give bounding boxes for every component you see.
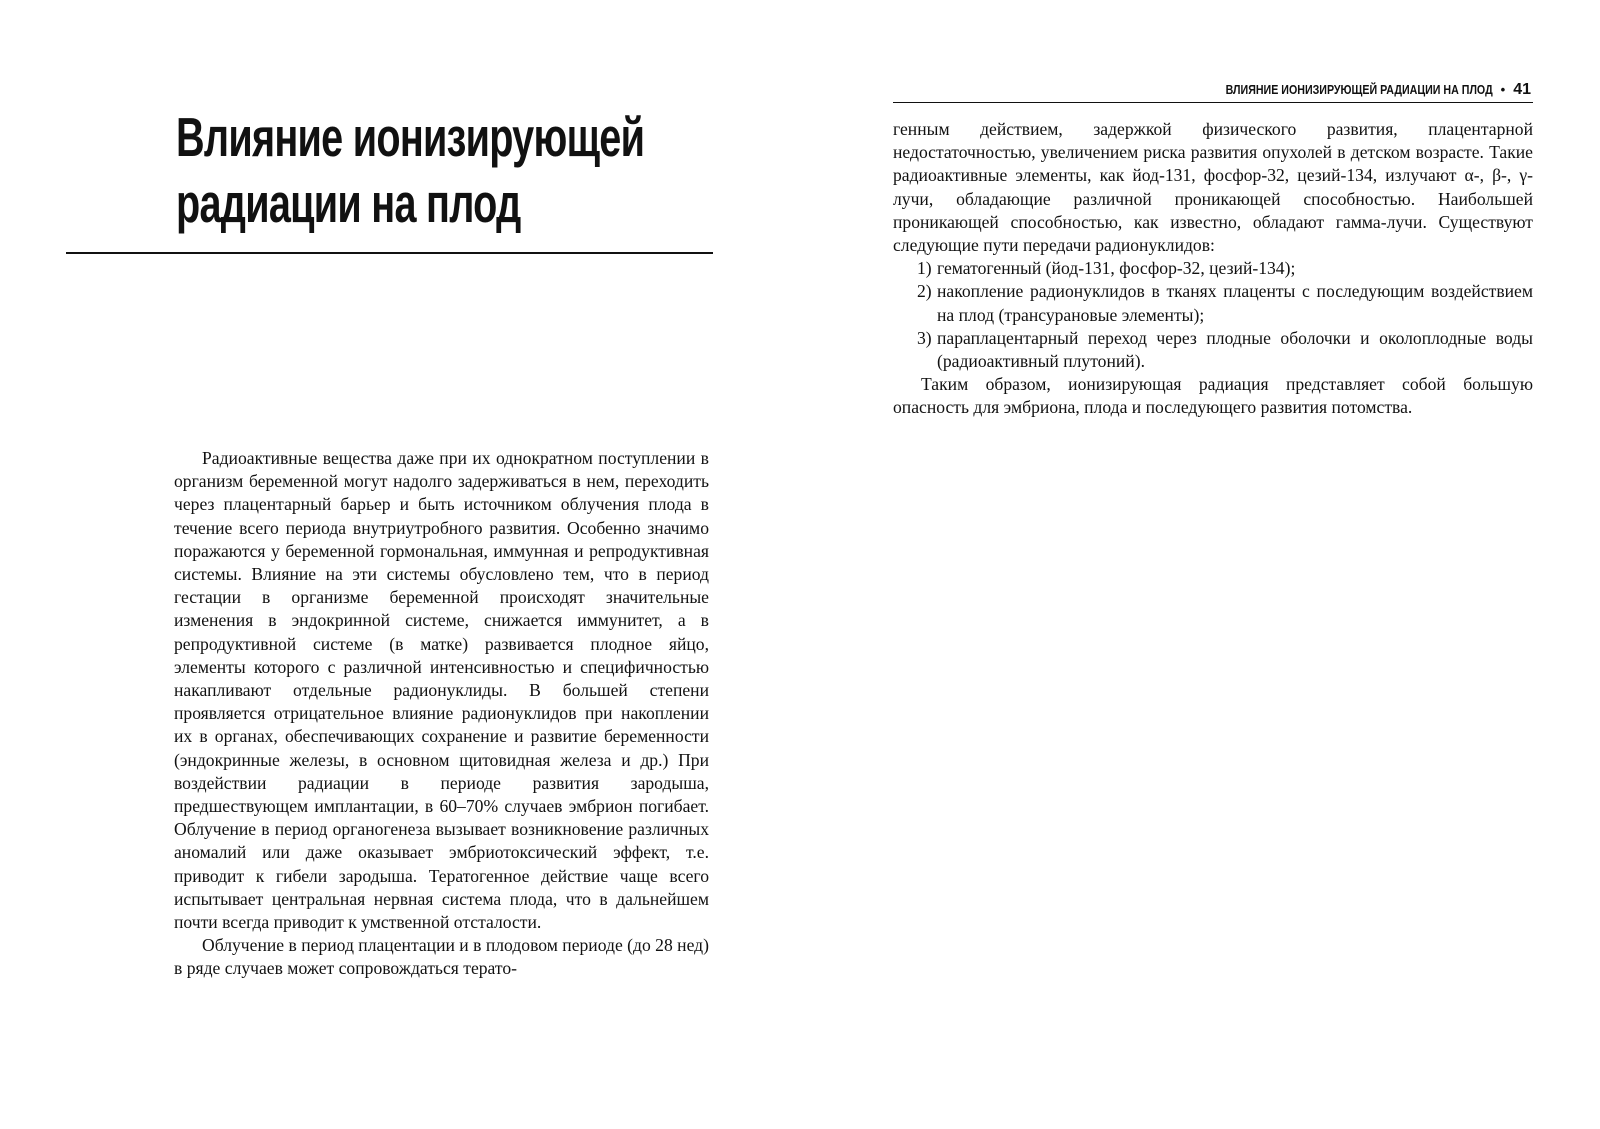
right-page-body — [893, 118, 1533, 420]
list-item-number: 1) — [917, 258, 932, 279]
left-page-body — [174, 447, 709, 981]
list-item-text: параплацентарный переход через плодные оболочки и околоплодные воды (радиоактивный плутоний). — [937, 327, 1533, 372]
list-item-number: 3) — [917, 327, 932, 348]
running-head-separator: • — [1500, 82, 1506, 97]
body-paragraph: Таким образом, ионизирующая радиация представляет собой большую опасность для эмбриона, плода и последующего развития потомства. — [893, 374, 1533, 418]
header-divider — [893, 102, 1533, 103]
transmission-routes-list — [893, 257, 1533, 373]
running-head-title: ВЛИЯНИЕ ИОНИЗИРУЮЩЕЙ РАДИАЦИИ НА ПЛОД — [1225, 82, 1493, 97]
running-head — [893, 80, 1531, 100]
list-item-number: 2) — [917, 281, 932, 302]
list-item-text: гематогенный (йод-131, фосфор-32, цезий-134); — [937, 258, 1296, 279]
body-paragraph: Радиоактивные вещества даже при их однократном поступлении в организм беременной могут надолго задерживаться в нем, переходить через плацентарный барьер и быть источником облучения плода в течение всего периода внутриутробного развития. Особенно значимо поражаются у беременной гормональная, иммунная и репродуктивная системы. Влияние на эти системы обусловлено тем, что в период гестации в организме беременной происходят значительные изменения в эндокринной системе, снижается иммунитет, а в репродуктивной системе (в матке) развивается плодное яйцо, элементы которого с различной интенсивностью и специфичностью накапливают отдельные радионуклиды. В большей степени проявляется отрицательное влияние радионуклидов при накоплении их в органах, обеспечивающих сохранение и развитие беременности (эндокринные железы, в основном щитовидная железа и др.) При воздействии радиации в периоде развития зародыша, предшествующем имплантации, в 60–70% случаев эмбрион погибает. Облучение в период органогенеза вызывает возникновение различных аномалий или даже оказывает эмбриотоксический эффект, т.е. приводит к гибели зародыша. Тератогенное действие чаще всего испытывает центральная нервная система плода, что в дальнейшем почти всегда приводит к умственной отсталости. — [174, 448, 709, 933]
title-divider — [66, 252, 713, 254]
list-item — [893, 257, 1533, 280]
chapter-title — [176, 104, 645, 236]
chapter-title-line-1: Влияние ионизирующей — [176, 106, 645, 168]
body-paragraph: генным действием, задержкой физического развития, плацентарной недостаточностью, увеличением риска развития опухолей в детском возрасте. Такие радиоактивные элементы, как йод-131, фосфор-32, цезий-134, излучают α-, β-, γ-лучи, обладающие различной проникающей способностью. Наибольшей проникающей способностью, как известно, обладают гамма-лучи. Существуют следующие пути передачи радионуклидов: — [893, 119, 1533, 256]
chapter-title-line-2: радиации на плод — [176, 172, 521, 234]
list-item — [893, 280, 1533, 326]
list-item-text: накопление радионуклидов в тканях плаценты с последующим воздействием на плод (трансурановые элементы); — [937, 281, 1533, 325]
list-item — [893, 327, 1533, 373]
body-paragraph: Облучение в период плацентации и в плодовом периоде (до 28 нед) в ряде случаев может сопровождаться терато- — [174, 935, 709, 979]
page-number: 41 — [1513, 81, 1531, 98]
